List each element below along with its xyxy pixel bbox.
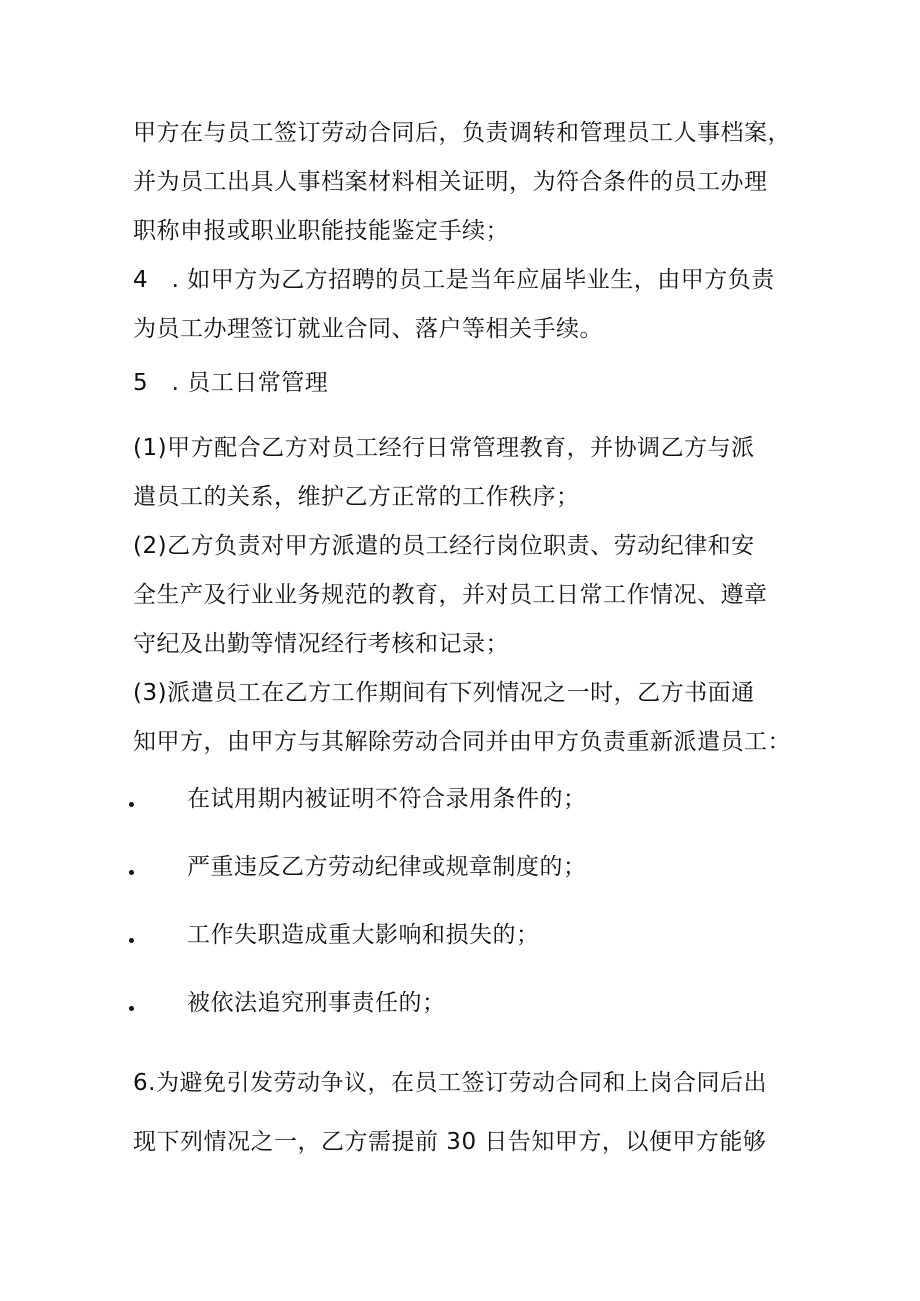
bullet-item: 在试用期内被证明不符合录用条件的； [187, 786, 587, 812]
item-5-heading: 5 . 员工日常管理 [133, 370, 329, 396]
item-4-line: 4 . 如甲方为乙方招聘的员工是当年应届毕业生，由甲方负责 [133, 267, 775, 293]
bullet-item: 被依法追究刑事责任的； [187, 990, 446, 1016]
paragraph-line: 职称申报或职业职能技能鉴定手续； [133, 218, 509, 244]
sub-item-3-line: (3)派遣员工在乙方工作期间有下列情况之一时，乙方书面通 [133, 680, 755, 706]
bullet-item: 工作失职造成重大影响和损失的； [187, 922, 540, 948]
bullet-icon [129, 1006, 134, 1011]
bullet-icon [129, 938, 134, 943]
sub-item-2-line: (2)乙方负责对甲方派遣的员工经行岗位职责、劳动纪律和安 [133, 533, 755, 559]
sub-item-2-line: 全生产及行业业务规范的教育，并对员工日常工作情况、遵章 [133, 582, 768, 608]
item-6-line: 6.为避免引发劳动争议，在员工签订劳动合同和上岗合同后出 [133, 1070, 767, 1096]
bullet-icon [129, 870, 134, 875]
bullet-item: 严重违反乙方劳动纪律或规章制度的； [187, 854, 587, 880]
paragraph-line: 并为员工出具人事档案材料相关证明，为符合条件的员工办理 [133, 169, 768, 195]
sub-item-1-line: 遣员工的关系，维护乙方正常的工作秩序； [133, 484, 580, 510]
paragraph-line: 甲方在与员工签订劳动合同后，负责调转和管理员工人事档案， [133, 120, 791, 146]
sub-item-2-line: 守纪及出勤等情况经行考核和记录； [133, 631, 509, 657]
bullet-icon [129, 802, 134, 807]
sub-item-3-line: 知甲方，由甲方与其解除劳动合同并由甲方负责重新派遣员工： [133, 729, 791, 755]
item-6-line: 现下列情况之一，乙方需提前 30 日告知甲方，以便甲方能够 [133, 1129, 767, 1155]
item-4-line: 为员工办理签订就业合同、落户等相关手续。 [133, 316, 603, 342]
sub-item-1-line: (1)甲方配合乙方对员工经行日常管理教育，并协调乙方与派 [133, 435, 755, 461]
